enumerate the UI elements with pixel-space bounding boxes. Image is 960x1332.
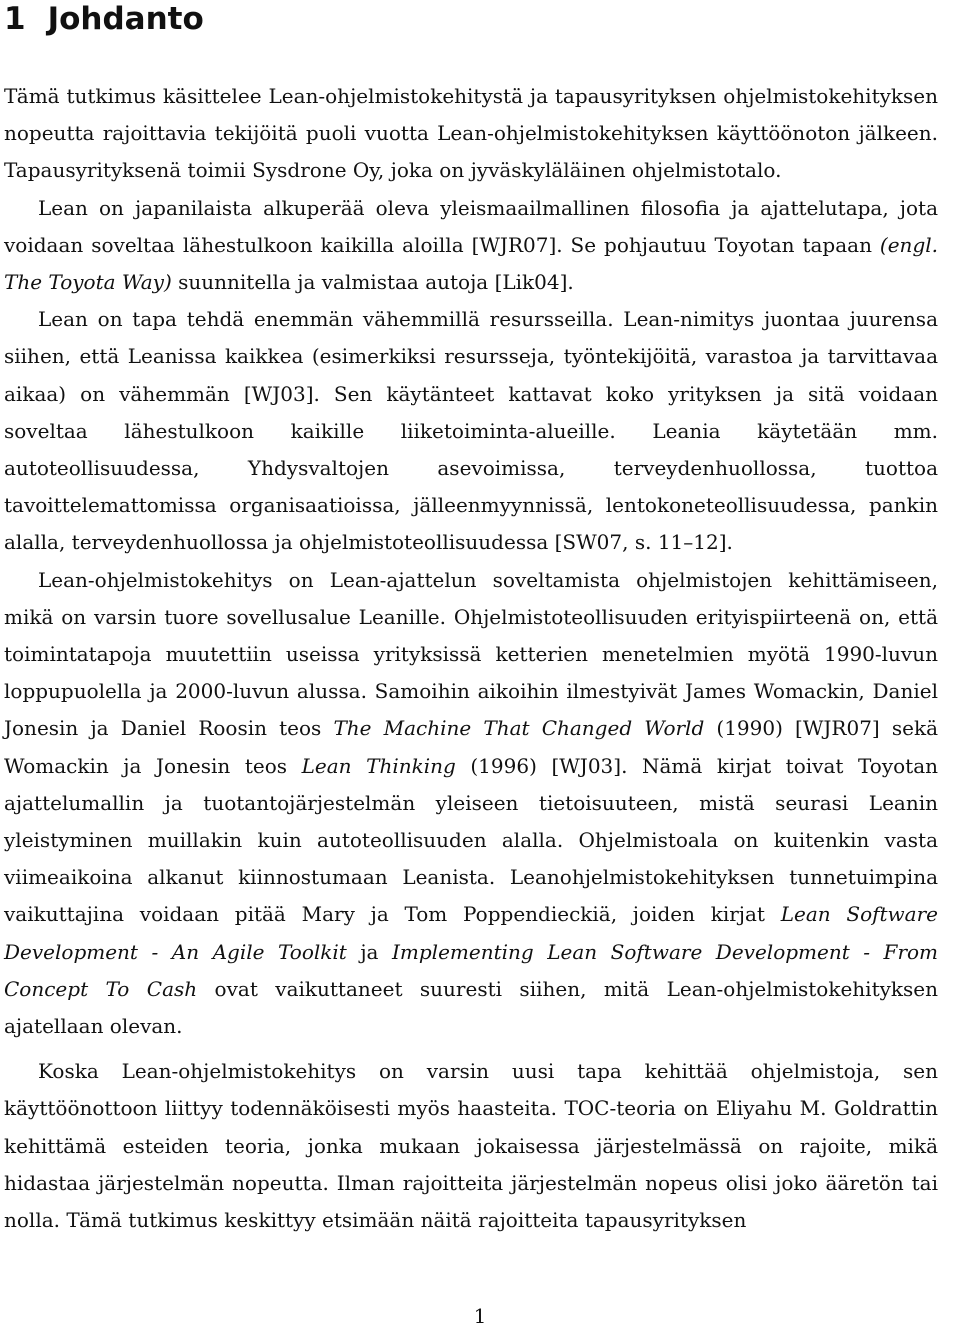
section-title: Johdanto: [47, 1, 204, 37]
paragraph-lean-resources-text: Lean on tapa tehdä enemmän vähemmillä resursseilla. Lean-nimitys juontaa juurensa siihen, että Leanissa kaikkea (esimerkiksi resursseja, työntekijöitä, varastoa ja tarvittavaa aikaa) on vähemmän [WJ03]. Sen käytänteet kattavat koko yrityksen ja sitä voidaan soveltaa lähestulkoon kaikille liiketoiminta-alueille. Leania käytetään mm. autoteollisuudessa, Yhdysvaltojen asevoimissa, terveydenhuollossa, tuottoa tavoittelemattomissa organisaatioissa, jälleenmyynnissä, lentokoneteollisuudessa, pankin alalla, terveydenhuollossa ja ohjelmistoteollisuudessa [SW07, s. 11–12].: [4, 307, 938, 555]
page-number: 1: [473, 1304, 487, 1328]
paragraph-lean-software-text-e: ovat vaikuttaneet suuresti siihen, mitä Lean-ohjelmistokehityksen ajatellaan olevan.: [4, 976, 939, 1039]
paragraph-lean-definition: [4, 190, 938, 302]
section-number: 1: [4, 1, 26, 37]
body-text: [4, 78, 938, 1239]
paragraph-toc-theory-text: Koska Lean-ohjelmistokehitys on varsin uusi tapa kehittää ohjelmistoja, sen käyttöönottoon liittyy todennäköisesti myös haasteita. TOC-teoria on Eliyahu M. Goldrattin kehittämä esteiden teoria, jonka mukaan jokaisessa järjestelmässä on rajoite, mikä hidastaa järjestelmän nopeutta. Ilman rajoitteita järjestelmän nopeus olisi joko ääretön tai nolla. Tämä tutkimus keskittyy etsimään näitä rajoitteita tapausyrityksen: [4, 1059, 938, 1233]
paragraph-lean-definition-text-b: suunnitella ja valmistaa autoja [Lik04].: [171, 270, 574, 295]
book-title-lean-thinking-italic: Lean Thinking: [301, 753, 456, 778]
toyota-way-italic: (engl. The Toyota Way): [4, 232, 938, 295]
paragraph-lean-definition-text-a: Lean on japanilaista alkuperää oleva yleismaailmallinen filosofia ja ajattelutapa, jota voidaan soveltaa lähestulkoon kaikilla aloilla [WJR07]. Se pohjautuu Toyotan tapaan: [4, 195, 938, 257]
paragraph-intro: [4, 78, 938, 190]
paragraph-intro-text: Tämä tutkimus käsittelee Lean-ohjelmistokehitystä ja tapausyrityksen ohjelmistokehityksen nopeutta rajoittavia tekijöitä puoli vuotta Lean-ohjelmistokehityksen käyttöönoton jälkeen. Tapausyrityksenä toimii Sysdrone Oy, joka on jyväskyläläinen ohjelmistotalo.: [4, 84, 938, 183]
paragraph-lean-software-text-d: ja: [346, 939, 392, 964]
paragraph-toc-theory: [4, 1053, 938, 1239]
paragraph-lean-software: [4, 562, 938, 1046]
section-heading: [4, 0, 204, 38]
book-title-implementing-italic: Implementing Lean Software Development - From Concept To Cash: [4, 939, 939, 1001]
paragraph-lean-software-text-b: (1990) [WJR07] sekä Womackin ja Jonesin teos: [4, 716, 939, 778]
paragraph-lean-software-text-c: (1996) [WJ03]. Nämä kirjat toivat Toyotan ajattelumallin ja tuotantojärjestelmän yleiseen tietoisuuteen, mistä seurasi Leanin yleistyminen muillakin kuin autoteollisuuden alalla. Ohjelmistoala on kuitenkin vasta viimeaikoina alkanut kiinnostumaan Leanista. Leanohjelmistokehityksen tunnetuimpina vaikuttajina voidaan pitää Mary ja Tom Poppendieckiä, joiden kirjat: [4, 753, 938, 927]
paragraph-lean-resources: [4, 301, 938, 561]
book-title-machine-italic: The Machine That Changed World: [333, 716, 705, 741]
paragraph-lean-software-text-a: Lean-ohjelmistokehitys on Lean-ajattelun soveltamista ohjelmistojen kehittämiseen, mikä on varsin tuore sovellusalue Leanille. Ohjelmistoteollisuuden erityispiirteenä on, että toimintatapoja muutettiin useissa yrityksissä ketterien menetelmien myötä 1990-luvun loppupuolella ja 2000-luvun alussa. Samoihin aikoihin ilmestyivät James Womackin, Daniel Jonesin ja Daniel Roosin teos: [4, 567, 938, 741]
book-title-agile-toolkit-italic: Lean Software Development - An Agile Toolkit: [4, 902, 938, 964]
